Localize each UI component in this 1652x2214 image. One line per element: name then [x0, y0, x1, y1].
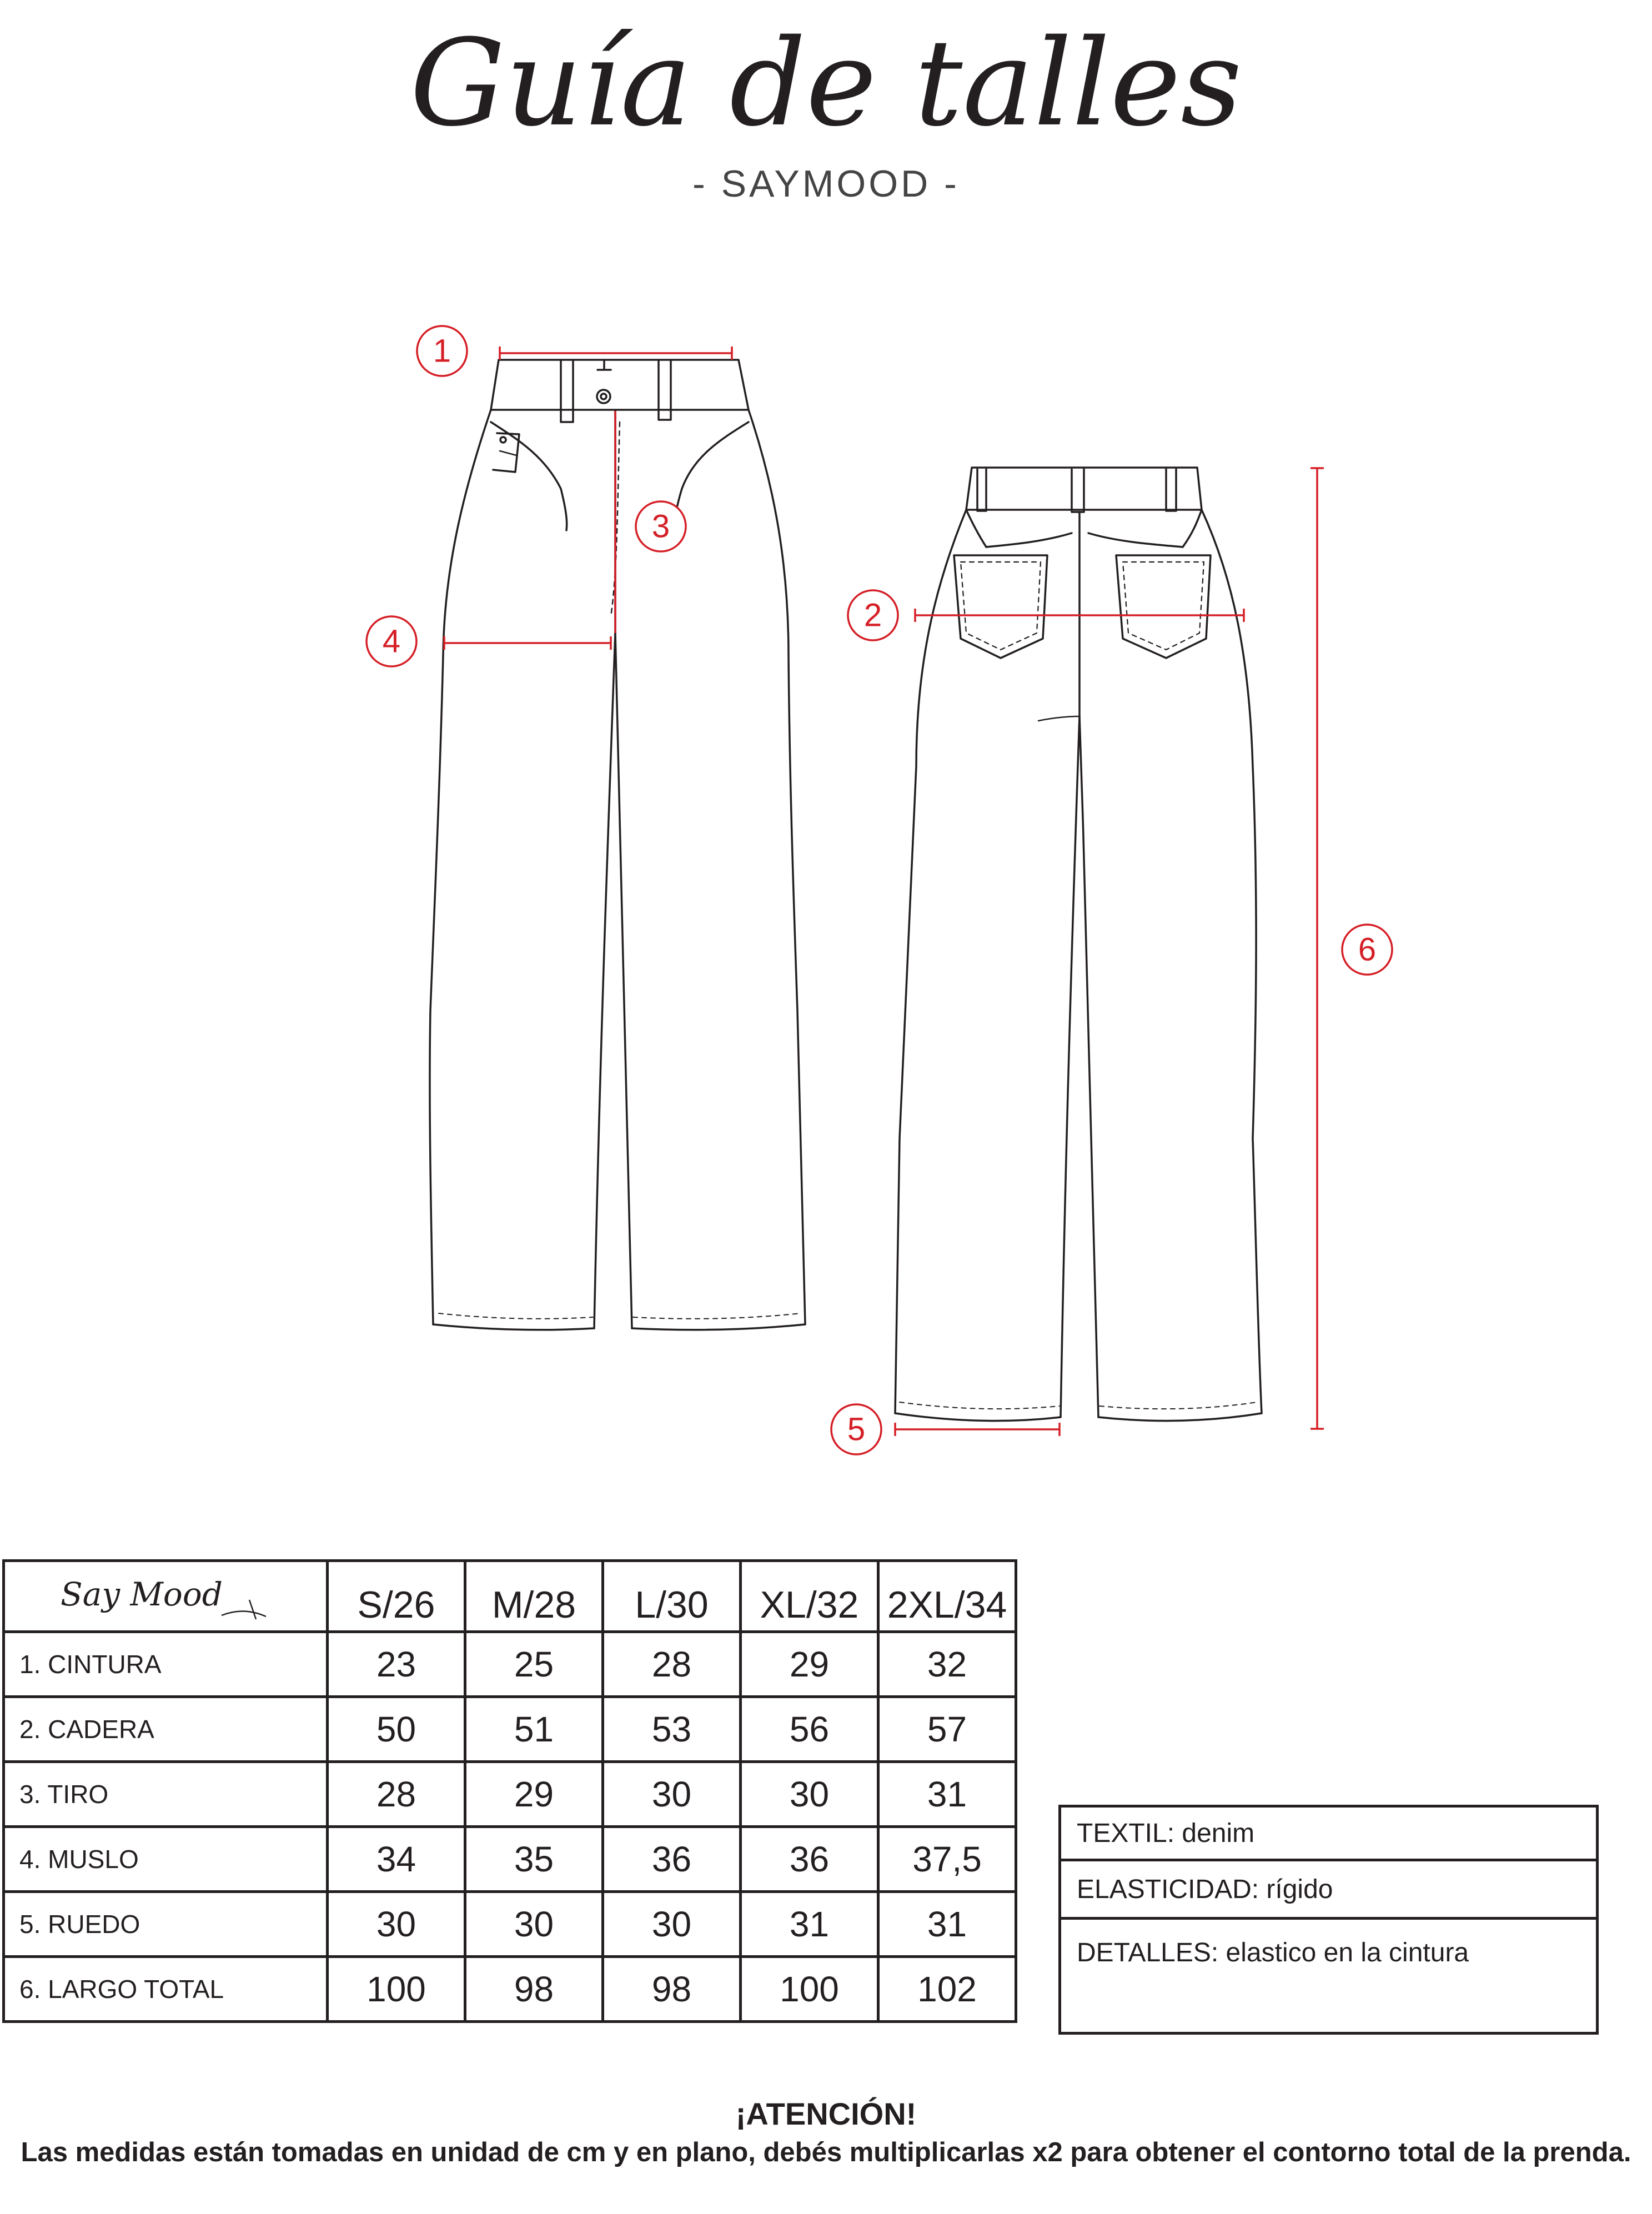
- table-cell: 35: [465, 1827, 603, 1892]
- marker-3: 3: [651, 508, 670, 545]
- logo-cell: [4, 1561, 328, 1632]
- size-header: S/26: [328, 1561, 465, 1632]
- size-header: M/28: [465, 1561, 603, 1632]
- measure-thigh-line: [444, 636, 611, 650]
- notice-title: ¡ATENCIÓN!: [735, 2096, 917, 2131]
- table-cell: 51: [465, 1697, 603, 1762]
- table-cell: 100: [328, 1957, 465, 2022]
- marker-2: 2: [863, 597, 882, 634]
- table-cell: 29: [741, 1632, 878, 1697]
- table-cell: 30: [603, 1892, 741, 1957]
- table-cell: 102: [878, 1957, 1016, 2022]
- table-row: [4, 1762, 1016, 1827]
- measure-hem-line: [895, 1423, 1060, 1436]
- marker-6: 6: [1358, 931, 1377, 968]
- table-cell: 53: [603, 1697, 741, 1762]
- brand-subtitle: - SAYMOOD -: [692, 163, 960, 205]
- marker-1: 1: [433, 333, 451, 369]
- measure-waist-line: [500, 347, 732, 360]
- notice-text: Las medidas están tomadas en unidad de cm y en plano, debés multiplicarlas x2 para obtener el contorno total de la prenda.: [21, 2137, 1631, 2167]
- table-cell: 36: [603, 1827, 741, 1892]
- table-cell: 57: [878, 1697, 1016, 1762]
- saymood-logo: [55, 1567, 288, 1622]
- table-cell: 50: [328, 1697, 465, 1762]
- table-cell: 98: [465, 1957, 603, 2022]
- table-cell: 31: [878, 1762, 1016, 1827]
- details-table: [1058, 1805, 1599, 2035]
- table-cell: 36: [741, 1827, 878, 1892]
- table-cell: 30: [741, 1762, 878, 1827]
- detail-detalles: DETALLES: elastico en la cintura: [1060, 1919, 1598, 2034]
- row-label: 3. TIRO: [4, 1762, 328, 1827]
- page-title: Guía de talles: [410, 13, 1242, 153]
- table-row: [4, 1697, 1016, 1762]
- table-cell: 31: [878, 1892, 1016, 1957]
- marker-4: 4: [382, 623, 401, 660]
- row-label: 2. CADERA: [4, 1697, 328, 1762]
- table-cell: 100: [741, 1957, 878, 2022]
- table-cell: 34: [328, 1827, 465, 1892]
- table-cell: 29: [465, 1762, 603, 1827]
- detail-textil: TEXTIL: denim: [1060, 1806, 1598, 1860]
- table-row: [4, 1827, 1016, 1892]
- table-cell: 31: [741, 1892, 878, 1957]
- size-header: XL/32: [741, 1561, 878, 1632]
- detail-elasticidad: ELASTICIDAD: rígido: [1060, 1860, 1598, 1919]
- table-row: [4, 1632, 1016, 1697]
- table-row: [4, 1957, 1016, 2022]
- table-cell: 30: [603, 1762, 741, 1827]
- table-cell: 30: [328, 1892, 465, 1957]
- row-label: 6. LARGO TOTAL: [4, 1957, 328, 2022]
- table-cell: 56: [741, 1697, 878, 1762]
- size-header: L/30: [603, 1561, 741, 1632]
- marker-5: 5: [847, 1411, 866, 1448]
- logo-text: Say Mood: [61, 1575, 223, 1613]
- size-table: [2, 1559, 1017, 2023]
- table-cell: 32: [878, 1632, 1016, 1697]
- table-cell: 25: [465, 1632, 603, 1697]
- table-cell: 98: [603, 1957, 741, 2022]
- row-label: 4. MUSLO: [4, 1827, 328, 1892]
- table-cell: 28: [328, 1762, 465, 1827]
- table-cell: 37,5: [878, 1827, 1016, 1892]
- back-pants-outline: [895, 468, 1262, 1421]
- table-cell: 30: [465, 1892, 603, 1957]
- measure-length-line: [1310, 468, 1324, 1429]
- row-label: 5. RUEDO: [4, 1892, 328, 1957]
- size-header: 2XL/34: [878, 1561, 1016, 1632]
- table-cell: 23: [328, 1632, 465, 1697]
- size-header-row: [4, 1561, 1016, 1632]
- table-row: [4, 1892, 1016, 1957]
- front-pants-outline: [430, 360, 805, 1330]
- row-label: 1. CINTURA: [4, 1632, 328, 1697]
- table-cell: 28: [603, 1632, 741, 1697]
